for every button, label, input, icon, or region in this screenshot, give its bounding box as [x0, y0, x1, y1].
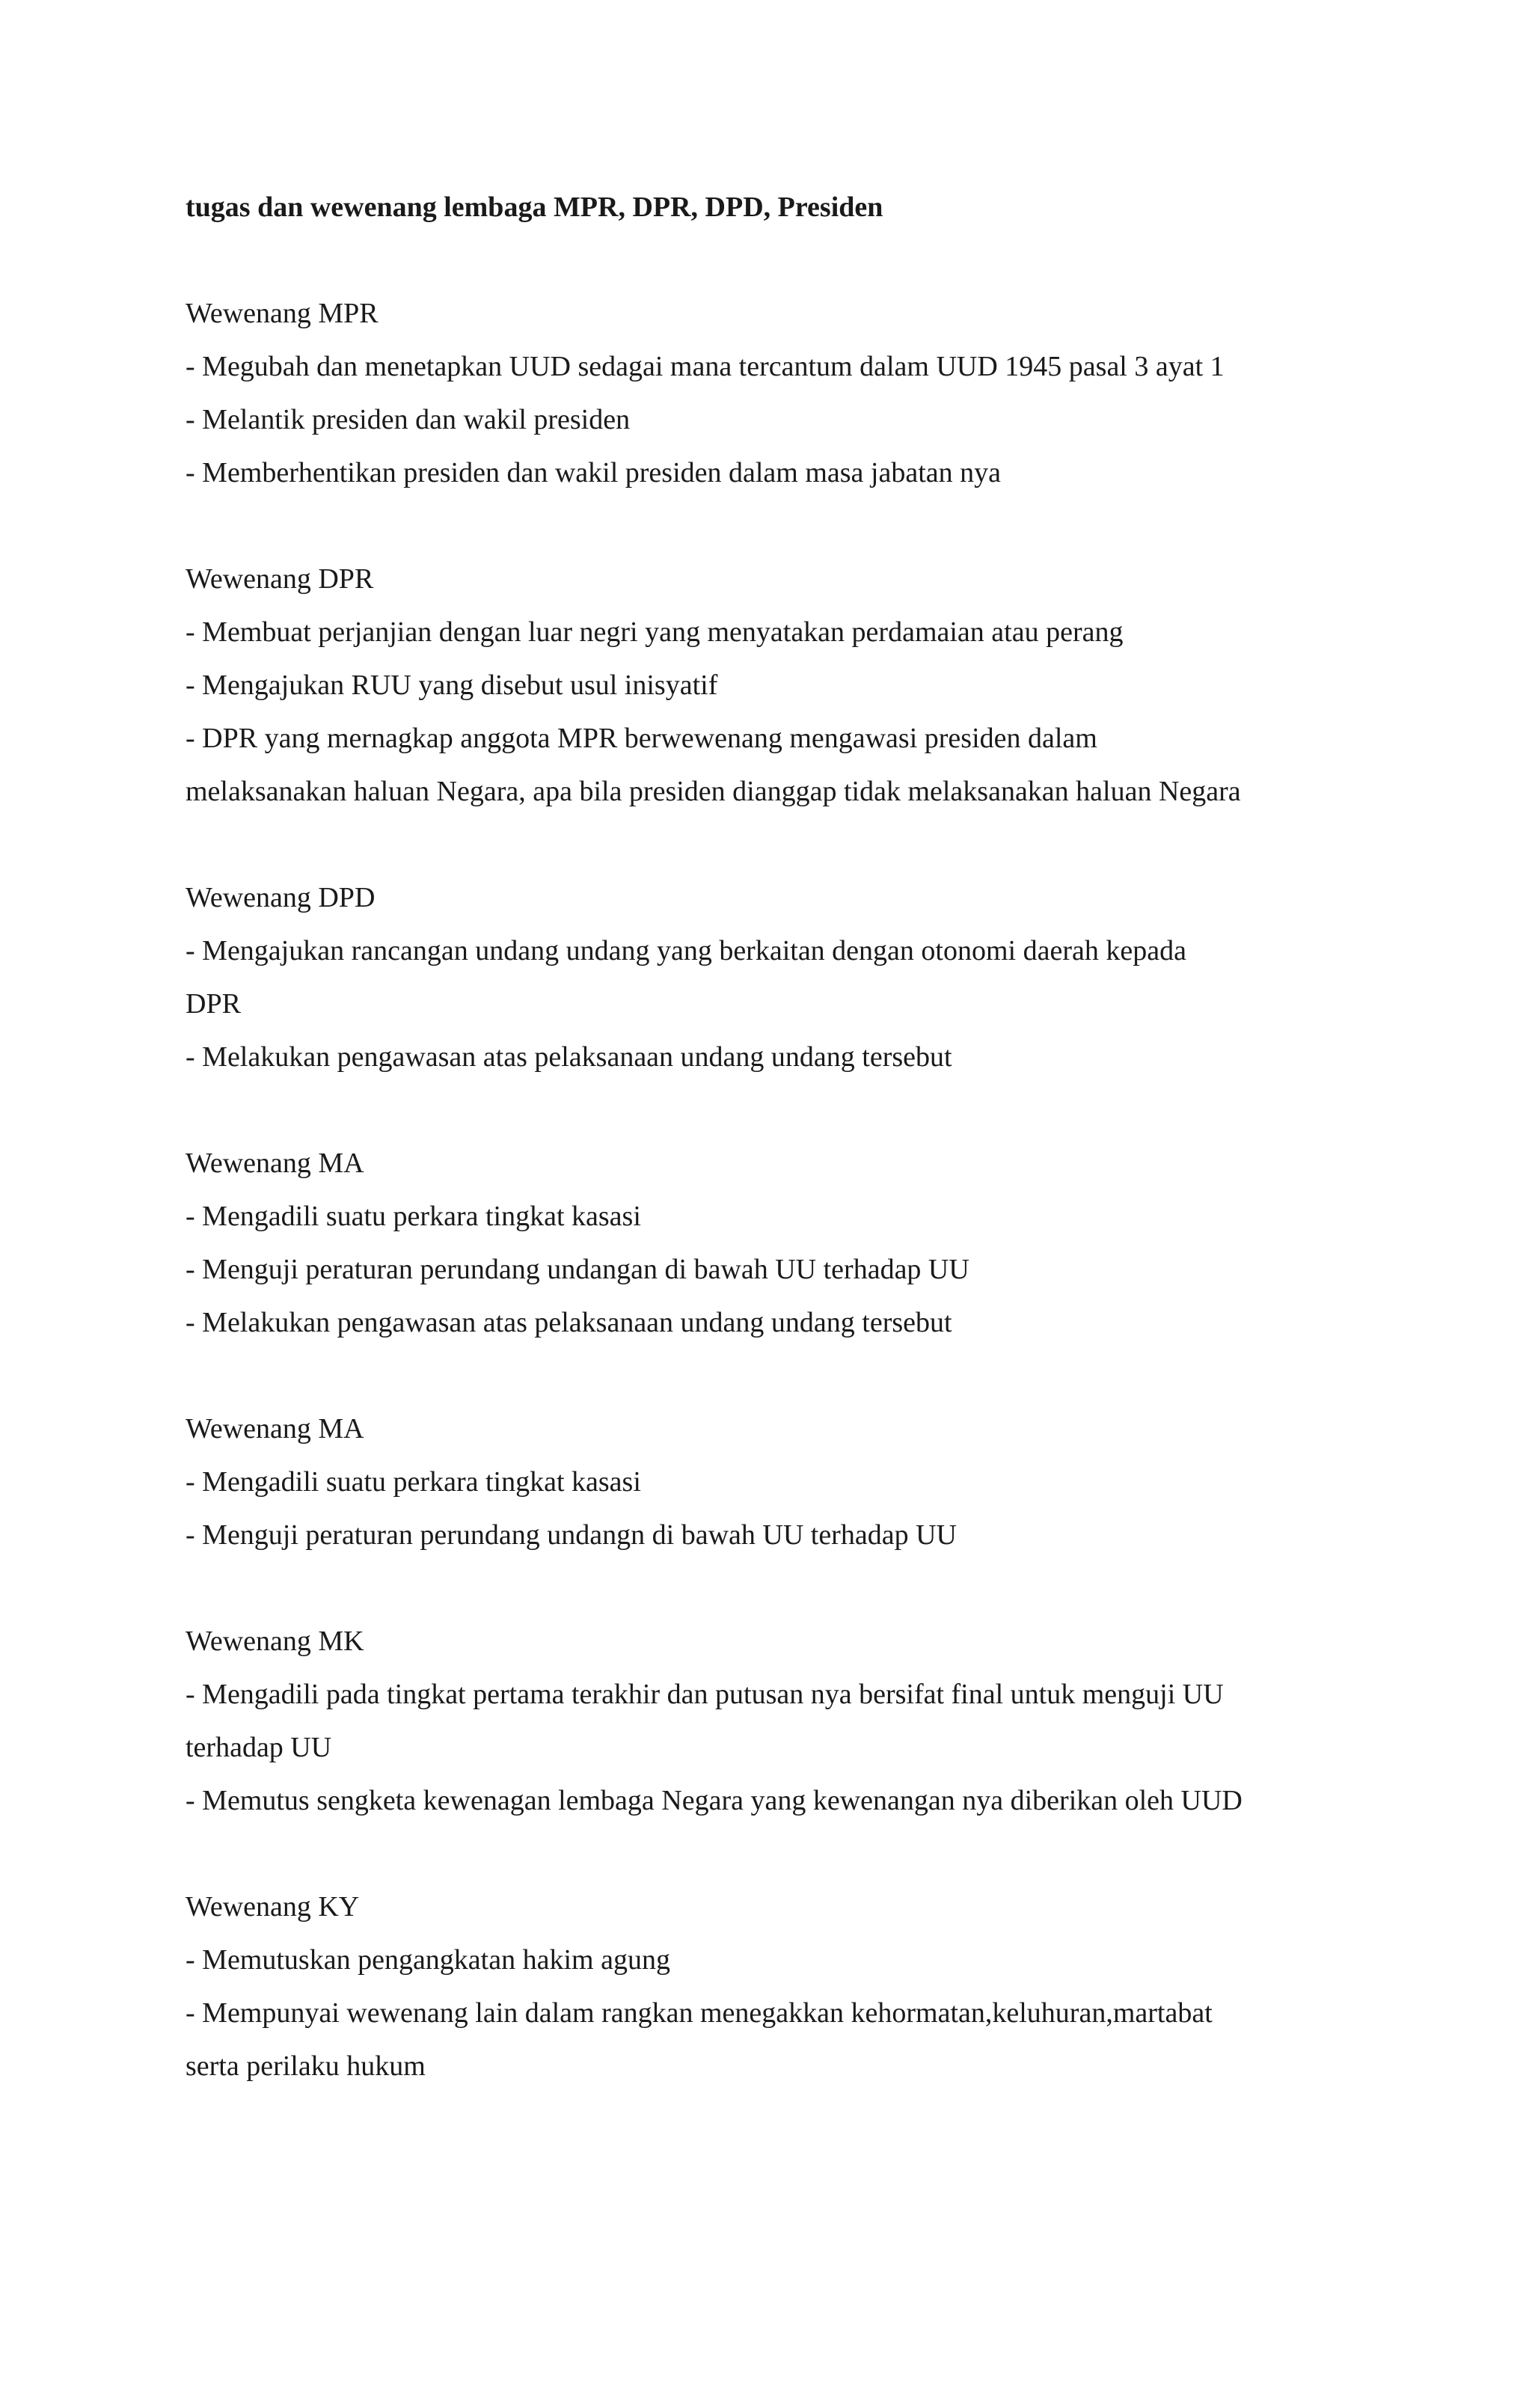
section-line: melaksanakan haluan Negara, apa bila presiden dianggap tidak melaksanakan haluan Negara: [186, 776, 1241, 807]
section-line: - Mengajukan rancangan undang undang yang berkaitan dengan otonomi daerah kepada: [186, 935, 1186, 966]
section-line: - Membuat perjanjian dengan luar negri yang menyatakan perdamaian atau perang: [186, 616, 1124, 648]
section-line: - Menguji peraturan perundang undangan di bawah UU terhadap UU: [186, 1254, 969, 1285]
section: [186, 871, 1352, 1084]
section-line: - Mengadili suatu perkara tingkat kasasi: [186, 1466, 641, 1498]
section-heading: Wewenang MA: [186, 1413, 364, 1445]
section-line: - Memutus sengketa kewenagan lembaga Negara yang kewenangan nya diberikan oleh UUD: [186, 1785, 1243, 1816]
section-line: DPR: [186, 988, 241, 1020]
section-line: - Memutuskan pengangkatan hakim agung: [186, 1944, 670, 1976]
section-line: - Mempunyai wewenang lain dalam rangkan menegakkan kehormatan,keluhuran,martabat: [186, 1997, 1213, 2029]
section-line: terhadap UU: [186, 1732, 332, 1763]
section-heading: Wewenang MK: [186, 1626, 364, 1657]
section: [186, 553, 1352, 818]
section-line: - Menguji peraturan perundang undangn di bawah UU terhadap UU: [186, 1519, 957, 1551]
section-heading: Wewenang MPR: [186, 298, 379, 329]
sections-container: [186, 287, 1352, 2093]
section-heading: Wewenang MA: [186, 1148, 364, 1179]
section-line: - Mengadili suatu perkara tingkat kasasi: [186, 1201, 641, 1232]
section: [186, 1137, 1352, 1349]
section-line: - Megubah dan menetapkan UUD sedagai mana tercantum dalam UUD 1945 pasal 3 ayat 1: [186, 351, 1225, 382]
section-heading: Wewenang DPD: [186, 882, 376, 913]
section-line: - Mengajukan RUU yang disebut usul inisyatif: [186, 670, 718, 701]
section-line: - Melakukan pengawasan atas pelaksanaan undang undang tersebut: [186, 1307, 952, 1338]
section: [186, 1881, 1352, 2093]
section-line: - Memberhentikan presiden dan wakil presiden dalam masa jabatan nya: [186, 457, 1001, 488]
document-title: tugas dan wewenang lembaga MPR, DPR, DPD, Presiden: [186, 192, 883, 223]
section: [186, 1615, 1352, 1828]
section-heading: Wewenang KY: [186, 1891, 360, 1923]
document-page: [186, 181, 1352, 2093]
section-line: - Melakukan pengawasan atas pelaksanaan undang undang tersebut: [186, 1041, 952, 1073]
section: [186, 1403, 1352, 1562]
section-line: serta perilaku hukum: [186, 2050, 426, 2082]
section-heading: Wewenang DPR: [186, 563, 374, 595]
section-line: - Mengadili pada tingkat pertama terakhir dan putusan nya bersifat final untuk menguji UU: [186, 1679, 1224, 1710]
section: [186, 287, 1352, 500]
section-line: - Melantik presiden dan wakil presiden: [186, 404, 631, 435]
section-line: - DPR yang mernagkap anggota MPR berwewenang mengawasi presiden dalam: [186, 723, 1097, 754]
